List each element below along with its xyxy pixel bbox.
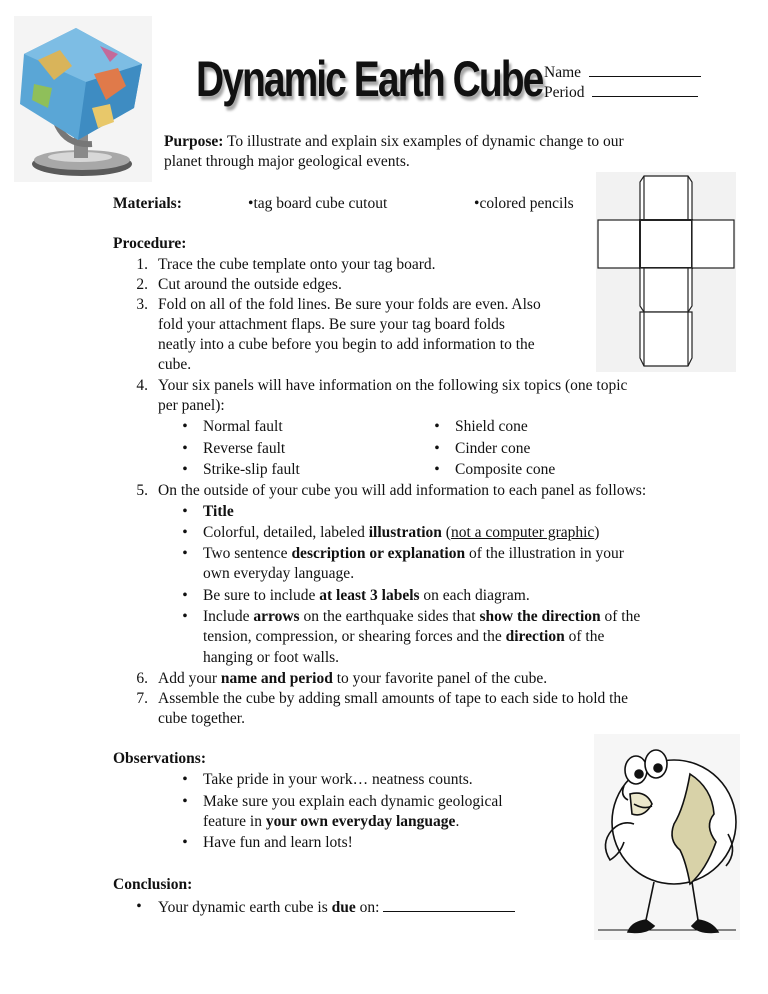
period-field-row bbox=[544, 82, 698, 103]
purpose-text-1: To illustrate and explain six examples of dynamic change to our bbox=[227, 133, 624, 150]
step-number-5: 5. bbox=[136, 482, 148, 499]
panel-bullet: • bbox=[182, 587, 188, 604]
topic-item: Normal fault bbox=[203, 418, 283, 435]
purpose-label: Purpose: bbox=[164, 133, 224, 150]
topic-bullet: • bbox=[434, 418, 440, 435]
cartoon-earth-image bbox=[594, 734, 740, 940]
due-date-blank[interactable] bbox=[383, 897, 515, 912]
panel-bullet: • bbox=[182, 524, 188, 541]
topic-bullet: • bbox=[434, 440, 440, 457]
topic-item: Reverse fault bbox=[203, 440, 286, 457]
period-blank[interactable] bbox=[592, 82, 698, 97]
step-number-1: 1. bbox=[136, 256, 148, 273]
panel-title-item: Title bbox=[203, 503, 234, 520]
step-number-3: 3. bbox=[136, 296, 148, 313]
step-4-text-2: per panel): bbox=[158, 397, 225, 414]
step-3-text-4: cube. bbox=[158, 356, 192, 373]
topic-bullet: • bbox=[182, 418, 188, 435]
topic-item: Cinder cone bbox=[455, 440, 531, 457]
purpose-line-2: planet through major geological events. bbox=[164, 153, 410, 170]
step-2-text: Cut around the outside edges. bbox=[158, 276, 342, 293]
panel-bullet: • bbox=[182, 503, 188, 520]
observations-label: Observations: bbox=[113, 750, 206, 767]
step-7-text-1: Assemble the cube by adding small amounts of tape to each side to hold the bbox=[158, 690, 629, 707]
step-number-6: 6. bbox=[136, 670, 148, 687]
panel-description-item: Two sentence description or explanation of the illustration in your bbox=[203, 545, 624, 562]
observation-bullet: • bbox=[182, 834, 188, 851]
observation-bullet: • bbox=[182, 793, 188, 810]
topic-bullet: • bbox=[434, 461, 440, 478]
step-7-text-2: cube together. bbox=[158, 710, 245, 727]
procedure-label: Procedure: bbox=[113, 235, 187, 252]
panel-illustration-item: Colorful, detailed, labeled illustration (not a computer graphic) bbox=[203, 524, 600, 541]
step-number-7: 7. bbox=[136, 690, 148, 707]
panel-labels-item: Be sure to include at least 3 labels on each diagram. bbox=[203, 587, 530, 604]
name-blank[interactable] bbox=[589, 62, 701, 77]
step-3-text-3: neatly into a cube before you begin to add information to the bbox=[158, 336, 535, 353]
observation-item-2: feature in your own everyday language. bbox=[203, 813, 460, 830]
panel-arrows-item: Include arrows on the earthquake sides that show the direction of the bbox=[203, 608, 641, 625]
topic-item: Shield cone bbox=[455, 418, 528, 435]
topic-bullet: • bbox=[182, 440, 188, 457]
period-label: Period bbox=[544, 84, 585, 101]
material-item-1: •tag board cube cutout bbox=[248, 195, 388, 212]
step-1-text: Trace the cube template onto your tag board. bbox=[158, 256, 436, 273]
step-6-text: Add your name and period to your favorite panel of the cube. bbox=[158, 670, 548, 687]
cube-net-diagram bbox=[596, 172, 736, 372]
panel-description-item-2: own everyday language. bbox=[203, 565, 355, 582]
step-number-2: 2. bbox=[136, 276, 148, 293]
step-3-text-1: Fold on all of the fold lines. Be sure your folds are even. Also bbox=[158, 296, 541, 313]
name-label: Name bbox=[544, 64, 582, 81]
globe-cube-image bbox=[14, 16, 152, 182]
topic-item: Composite cone bbox=[455, 461, 556, 478]
step-3-text-2: fold your attachment flaps. Be sure your tag board folds bbox=[158, 316, 505, 333]
page-title: Dynamic Earth Cube bbox=[196, 51, 543, 107]
name-field-row bbox=[544, 62, 701, 83]
observation-item: Take pride in your work… neatness counts. bbox=[203, 771, 473, 788]
step-5-text: On the outside of your cube you will add information to each panel as follows: bbox=[158, 482, 647, 499]
panel-arrows-item-3: hanging or foot walls. bbox=[203, 649, 340, 666]
purpose-line-1 bbox=[164, 132, 624, 152]
material-item-2: •colored pencils bbox=[474, 195, 574, 212]
step-number-4: 4. bbox=[136, 377, 148, 394]
topic-item: Strike-slip fault bbox=[203, 461, 300, 478]
observation-bullet: • bbox=[182, 771, 188, 788]
panel-arrows-item-2: tension, compression, or shearing forces and the direction of the bbox=[203, 628, 605, 645]
conclusion-bullet: • bbox=[136, 898, 142, 915]
conclusion-label: Conclusion: bbox=[113, 876, 193, 893]
conclusion-due-line: Your dynamic earth cube is due on: bbox=[158, 897, 515, 918]
panel-bullet: • bbox=[182, 608, 188, 625]
observation-item: Have fun and learn lots! bbox=[203, 834, 353, 851]
panel-bullet: • bbox=[182, 545, 188, 562]
materials-label: Materials: bbox=[113, 195, 182, 212]
observation-item: Make sure you explain each dynamic geological bbox=[203, 793, 503, 810]
topic-bullet: • bbox=[182, 461, 188, 478]
step-4-text-1: Your six panels will have information on the following six topics (one topic bbox=[158, 377, 628, 394]
